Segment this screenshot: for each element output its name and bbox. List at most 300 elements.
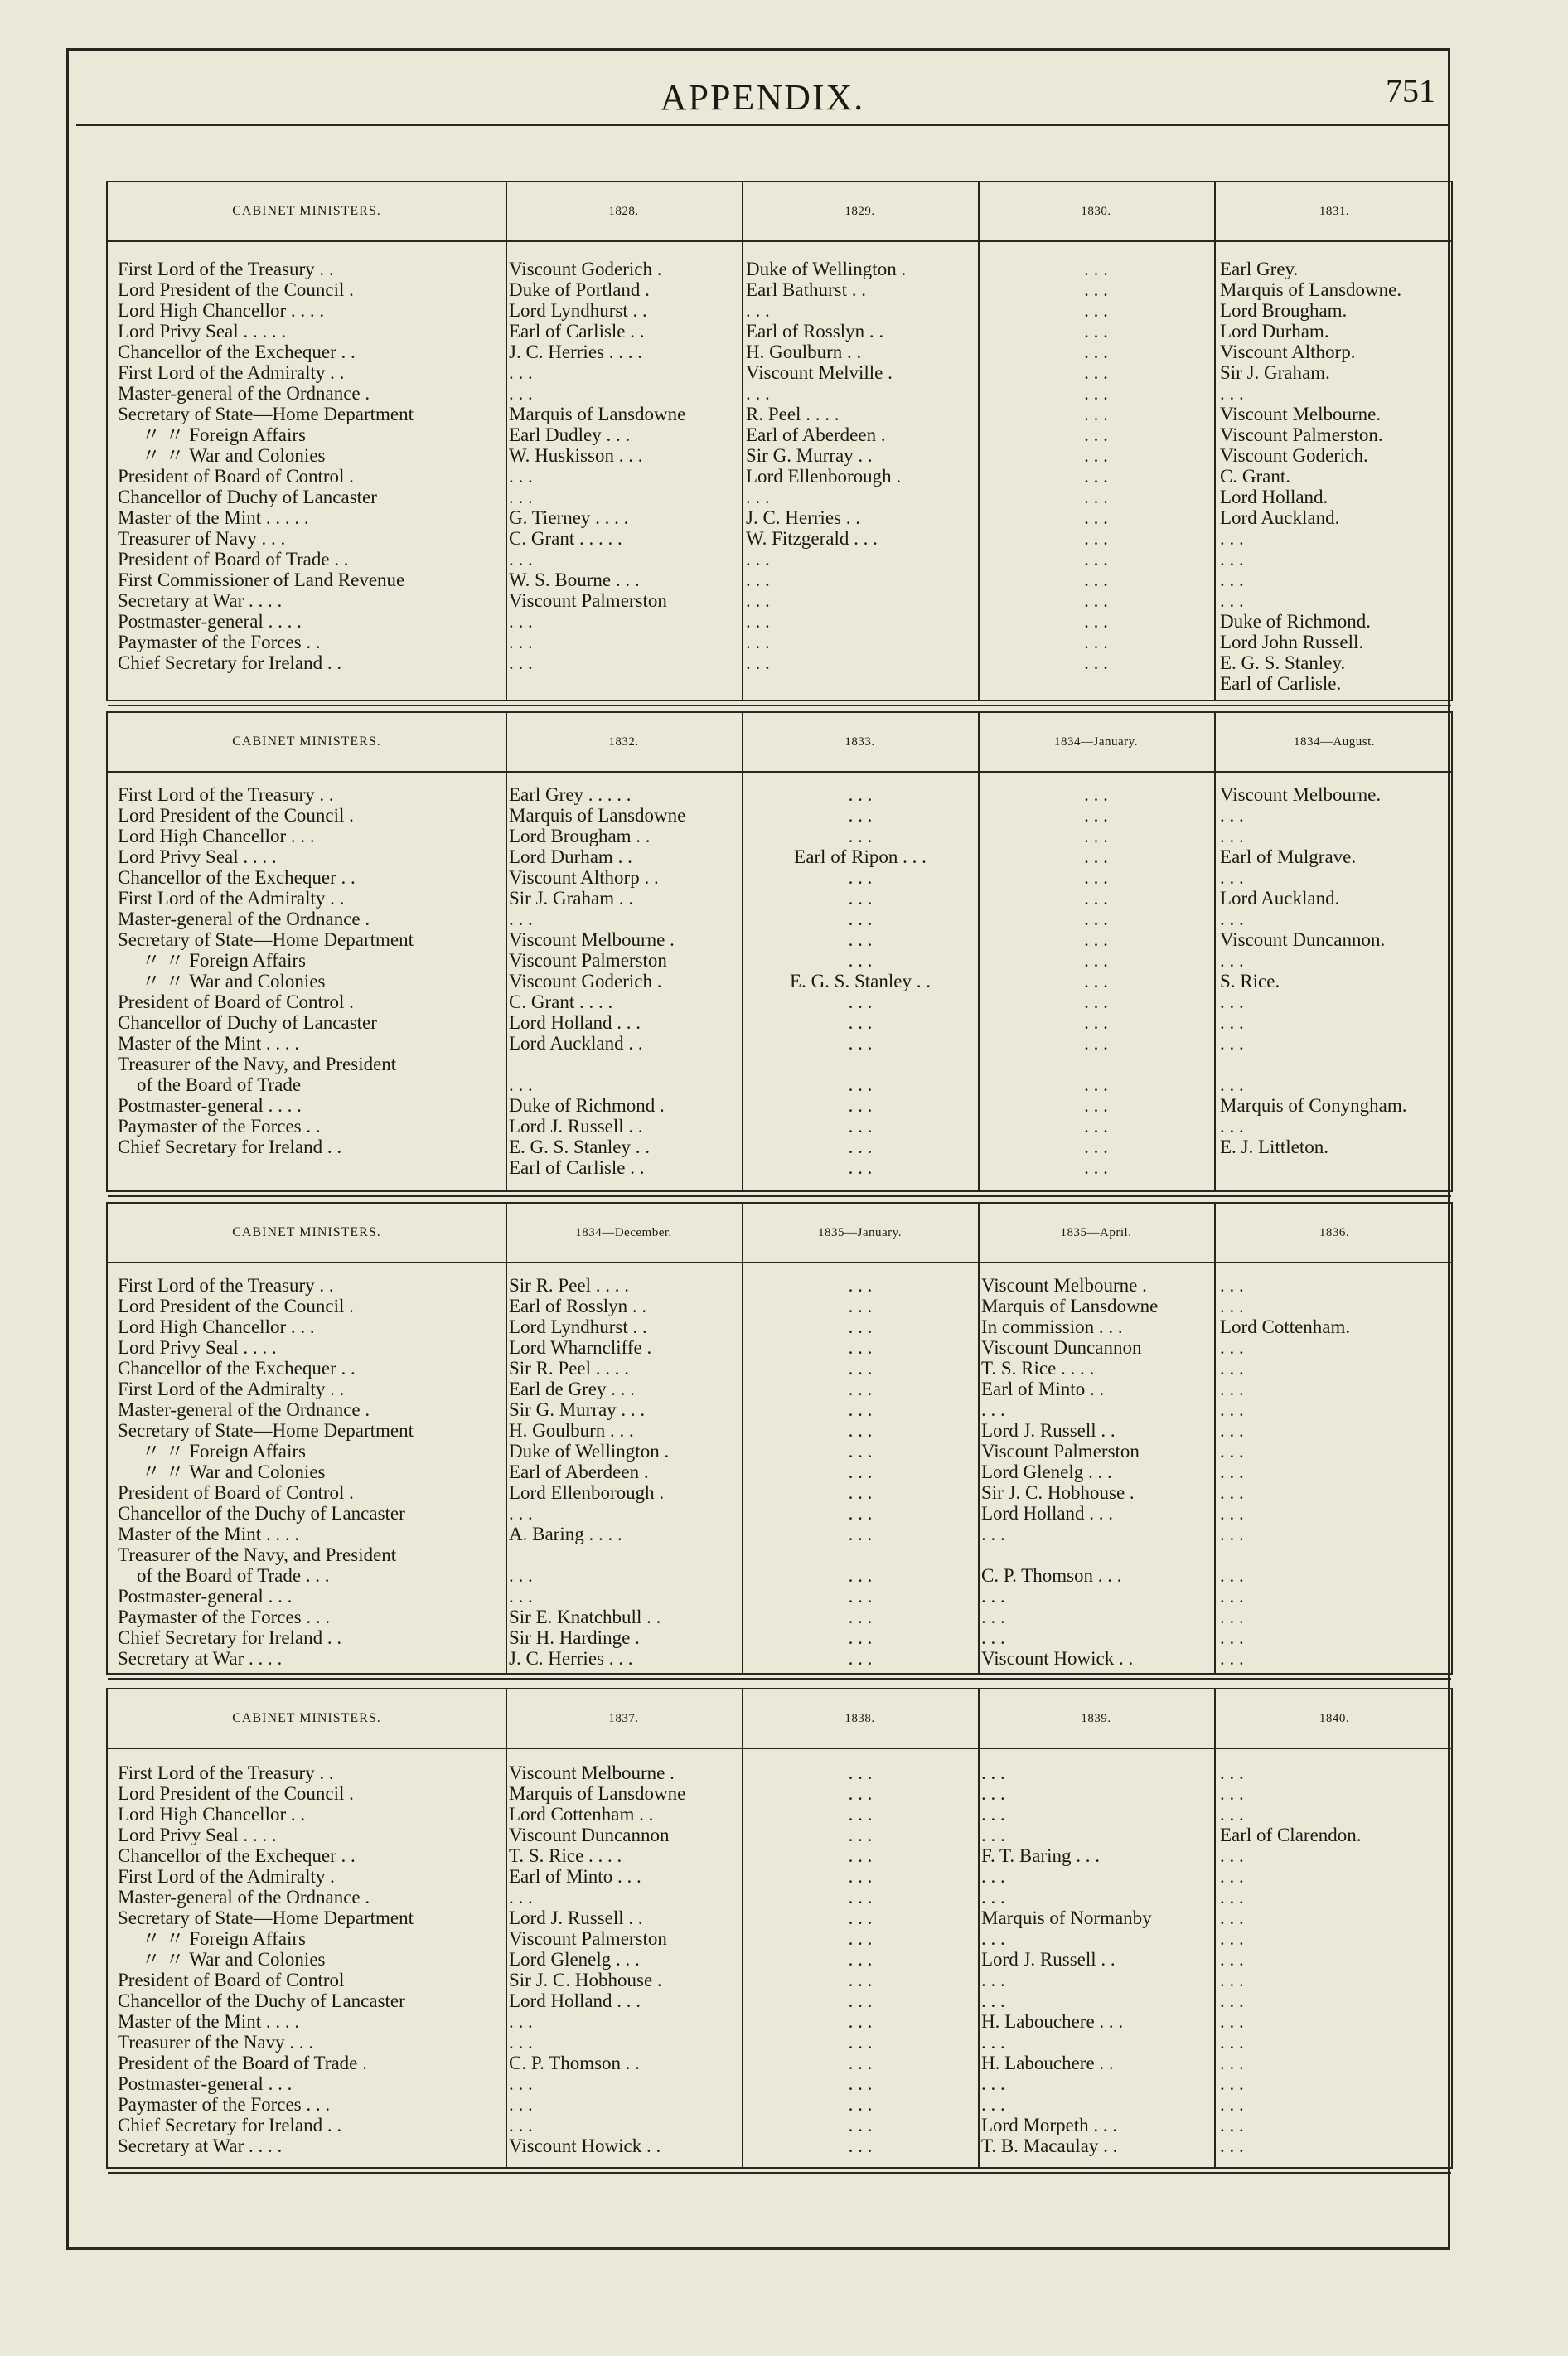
minister-entry: . . . bbox=[1220, 1804, 1244, 1825]
minister-entry: . . . bbox=[1220, 1012, 1244, 1033]
minister-entry: . . . bbox=[848, 1804, 873, 1825]
minister-entry: . . . bbox=[1084, 971, 1108, 991]
minister-entry: . . . bbox=[1220, 1928, 1244, 1949]
minister-entry: . . . bbox=[1084, 279, 1108, 300]
office-name: Chancellor of Duchy of Lancaster bbox=[118, 1012, 377, 1033]
year-column bbox=[744, 1762, 976, 2156]
minister-entry: . . . bbox=[848, 867, 873, 888]
minister-entry: . . . bbox=[1220, 1379, 1244, 1399]
minister-entry: Earl Grey . . . . . bbox=[509, 784, 632, 805]
table-header-row bbox=[108, 713, 1451, 773]
minister-entry: . . . bbox=[1220, 1990, 1244, 2011]
minister-entry: . . . bbox=[1220, 1275, 1244, 1296]
minister-entry: . . . bbox=[1220, 950, 1244, 971]
minister-entry: . . . bbox=[848, 1116, 873, 1137]
minister-entry: Earl of Mulgrave. bbox=[1220, 846, 1357, 867]
page-title: APPENDIX. bbox=[660, 77, 865, 118]
minister-entry: . . . bbox=[848, 2073, 873, 2094]
minister-entry: Earl of Rosslyn . . bbox=[509, 1296, 647, 1316]
minister-entry: . . . bbox=[1084, 888, 1108, 909]
minister-entry: Viscount Palmerston bbox=[981, 1441, 1140, 1462]
office-name: of the Board of Trade . . . bbox=[118, 1565, 330, 1586]
minister-entry: H. Labouchere . . bbox=[981, 2053, 1114, 2073]
minister-entry: . . . bbox=[509, 549, 533, 570]
minister-entry: . . . bbox=[509, 383, 533, 404]
office-name: President of Board of Control . bbox=[118, 991, 354, 1012]
office-name: Chancellor of the Duchy of Lancaster bbox=[118, 1503, 405, 1524]
minister-entry: Lord John Russell. bbox=[1220, 632, 1364, 652]
minister-entry: . . . bbox=[848, 888, 873, 909]
office-name: Paymaster of the Forces . . . bbox=[118, 1607, 331, 1627]
minister-entry: . . . bbox=[981, 1524, 1005, 1544]
minister-entry bbox=[744, 1054, 976, 1074]
minister-entry: . . . bbox=[981, 1887, 1005, 1908]
minister-entry: . . . bbox=[746, 632, 770, 652]
minister-entry: Marquis of Lansdowne bbox=[509, 1783, 686, 1804]
minister-entry: . . . bbox=[1220, 1033, 1244, 1054]
minister-entry: . . . bbox=[981, 1825, 1005, 1845]
office-name: Treasurer of the Navy . . . bbox=[118, 2032, 314, 2053]
office-name: Master-general of the Ordnance . bbox=[118, 909, 370, 929]
minister-entry: . . . bbox=[1220, 1524, 1244, 1544]
minister-entry: Lord Auckland . . bbox=[509, 1033, 643, 1054]
office-name: Master-general of the Ordnance . bbox=[118, 1399, 370, 1420]
minister-entry: . . . bbox=[848, 1586, 873, 1607]
minister-entry: . . . bbox=[746, 549, 770, 570]
minister-entry: . . . bbox=[1220, 1296, 1244, 1316]
minister-entry: . . . bbox=[1220, 1949, 1244, 1970]
minister-entry: . . . bbox=[1084, 570, 1108, 590]
minister-entry: F. T. Baring . . . bbox=[981, 1845, 1100, 1866]
office-name: Lord High Chancellor . . . bbox=[118, 826, 315, 846]
minister-entry: Earl de Grey . . . bbox=[509, 1379, 635, 1399]
minister-entry: Sir J. Graham . . bbox=[509, 888, 634, 909]
minister-entry: . . . bbox=[1220, 1565, 1244, 1586]
minister-entry: W. Fitzgerald . . . bbox=[746, 528, 878, 549]
minister-entry: . . . bbox=[1084, 846, 1108, 867]
minister-entry: E. G. S. Stanley. bbox=[1220, 652, 1346, 673]
year-column bbox=[509, 1762, 738, 2156]
office-name: Postmaster-general . . . bbox=[118, 1586, 293, 1607]
minister-entry: . . . bbox=[1084, 383, 1108, 404]
column-header-year: 1830. bbox=[1081, 204, 1111, 218]
office-name: Postmaster-general . . . bbox=[118, 2073, 293, 2094]
column-header-year: 1840. bbox=[1319, 1711, 1350, 1725]
minister-entry: Viscount Palmerston bbox=[509, 590, 667, 611]
minister-entry: Earl of Carlisle. bbox=[1220, 673, 1342, 694]
minister-entry: . . . bbox=[746, 611, 770, 632]
minister-entry: . . . bbox=[848, 2135, 873, 2156]
minister-entry: E. J. Littleton. bbox=[1220, 1137, 1328, 1157]
minister-entry: . . . bbox=[848, 2053, 873, 2073]
office-name: Lord President of the Council . bbox=[118, 805, 354, 826]
minister-entry: . . . bbox=[1220, 1783, 1244, 1804]
minister-entry: . . . bbox=[1220, 805, 1244, 826]
minister-entry: Lord Glenelg . . . bbox=[509, 1949, 640, 1970]
minister-entry: Lord Brougham . . bbox=[509, 826, 651, 846]
minister-entry: Earl Grey. bbox=[1220, 259, 1299, 279]
year-column bbox=[744, 784, 976, 1178]
minister-entry bbox=[744, 1544, 976, 1565]
minister-entry: Viscount Duncannon bbox=[509, 1825, 670, 1845]
column-header-year: 1835—January. bbox=[818, 1225, 902, 1239]
minister-entry: . . . bbox=[509, 1503, 533, 1524]
office-name: First Lord of the Treasury . . bbox=[118, 784, 334, 805]
year-column bbox=[981, 1275, 1212, 1669]
year-column bbox=[980, 259, 1212, 673]
minister-entry: W. Huskisson . . . bbox=[509, 445, 643, 466]
minister-entry: Viscount Palmerston bbox=[509, 1928, 667, 1949]
minister-entry: Viscount Goderich . bbox=[509, 259, 662, 279]
minister-entry: . . . bbox=[509, 2032, 533, 2053]
minister-entry: Viscount Melbourne. bbox=[1220, 784, 1382, 805]
minister-entry: Lord J. Russell . . bbox=[509, 1908, 643, 1928]
minister-entry: . . . bbox=[848, 826, 873, 846]
column-header-year: 1837. bbox=[608, 1711, 639, 1725]
minister-entry: Marquis of Lansdowne bbox=[509, 404, 686, 424]
minister-entry: . . . bbox=[1084, 652, 1108, 673]
minister-entry: . . . bbox=[1084, 1116, 1108, 1137]
minister-entry: . . . bbox=[848, 1908, 873, 1928]
minister-entry: Earl Bathurst . . bbox=[746, 279, 866, 300]
minister-entry: . . . bbox=[1084, 611, 1108, 632]
minister-entry: Viscount Palmerston bbox=[509, 950, 667, 971]
table-header-row bbox=[108, 1204, 1451, 1263]
office-name: Treasurer of Navy . . . bbox=[118, 528, 286, 549]
office-name: Chancellor of the Exchequer . . bbox=[118, 867, 356, 888]
office-name: First Lord of the Treasury . . bbox=[118, 259, 334, 279]
minister-entry: . . . bbox=[509, 632, 533, 652]
minister-entry: . . . bbox=[1220, 2011, 1244, 2032]
minister-entry: . . . bbox=[1220, 1762, 1244, 1783]
minister-entry: . . . bbox=[848, 1379, 873, 1399]
minister-entry: . . . bbox=[1084, 300, 1108, 321]
minister-entry: S. Rice. bbox=[1220, 971, 1280, 991]
minister-entry: . . . bbox=[848, 1137, 873, 1157]
office-name: Chancellor of the Exchequer . . bbox=[118, 1358, 356, 1379]
minister-entry: Lord Holland . . . bbox=[509, 1990, 641, 2011]
minister-entry: . . . bbox=[848, 1399, 873, 1420]
minister-entry: . . . bbox=[981, 1399, 1005, 1420]
minister-entry: . . . bbox=[1220, 909, 1244, 929]
minister-entry: . . . bbox=[848, 1887, 873, 1908]
minister-entry: J. C. Herries . . . bbox=[509, 1648, 633, 1669]
minister-entry: Viscount Melville . bbox=[746, 362, 893, 383]
minister-entry: . . . bbox=[848, 1012, 873, 1033]
minister-entry: J. C. Herries . . bbox=[746, 507, 860, 528]
minister-entry: Viscount Melbourne . bbox=[509, 929, 675, 950]
minister-entry: . . . bbox=[1220, 1648, 1244, 1669]
office-name: First Lord of the Treasury . . bbox=[118, 1762, 334, 1783]
minister-entry: C. P. Thomson . . . bbox=[981, 1565, 1122, 1586]
minister-entry: Lord Durham . . bbox=[509, 846, 632, 867]
office-name: Lord President of the Council . bbox=[118, 1296, 354, 1316]
office-name: Secretary of State—Home Department bbox=[118, 1420, 414, 1441]
office-name: Lord Privy Seal . . . . bbox=[118, 1337, 277, 1358]
page-number: 751 bbox=[1386, 72, 1435, 109]
minister-entry: . . . bbox=[746, 570, 770, 590]
minister-entry: . . . bbox=[981, 1607, 1005, 1627]
minister-entry: . . . bbox=[1220, 1627, 1244, 1648]
office-name: President of the Board of Trade . bbox=[118, 2053, 367, 2073]
office-name: Secretary at War . . . . bbox=[118, 590, 283, 611]
minister-entry: Lord Holland . . . bbox=[981, 1503, 1114, 1524]
minister-entry: . . . bbox=[848, 1358, 873, 1379]
minister-entry: Earl of Rosslyn . . bbox=[746, 321, 884, 342]
minister-entry: . . . bbox=[1220, 1420, 1244, 1441]
minister-entry: H. Labouchere . . . bbox=[981, 2011, 1124, 2032]
table-header-row bbox=[108, 1689, 1451, 1749]
minister-entry: Sir J. C. Hobhouse . bbox=[509, 1970, 662, 1990]
minister-entry: Viscount Melbourne . bbox=[981, 1275, 1147, 1296]
minister-entry: . . . bbox=[1220, 2135, 1244, 2156]
year-column bbox=[981, 1762, 1212, 2156]
office-name: 〃 〃 War and Colonies bbox=[118, 445, 326, 466]
office-name: Paymaster of the Forces . . bbox=[118, 632, 321, 652]
minister-entry: . . . bbox=[848, 1033, 873, 1054]
minister-entry: . . . bbox=[1084, 445, 1108, 466]
year-column bbox=[746, 259, 975, 673]
minister-entry: Marquis of Normanby bbox=[981, 1908, 1152, 1928]
office-name: Secretary at War . . . . bbox=[118, 2135, 283, 2156]
minister-entry: Lord J. Russell . . bbox=[509, 1116, 643, 1137]
minister-entry: . . . bbox=[1084, 1033, 1108, 1054]
minister-entry: . . . bbox=[1084, 507, 1108, 528]
office-name: First Lord of the Admiralty . . bbox=[118, 888, 345, 909]
minister-entry: Earl of Aberdeen . bbox=[746, 424, 886, 445]
minister-entry: . . . bbox=[848, 2011, 873, 2032]
minister-entry: C. Grant . . . . bbox=[509, 991, 613, 1012]
column-header-office: CABINET MINISTERS. bbox=[232, 1711, 381, 1725]
minister-entry: . . . bbox=[848, 1503, 873, 1524]
minister-entry: . . . bbox=[1220, 528, 1244, 549]
year-column bbox=[509, 1275, 738, 1669]
minister-entry: . . . bbox=[848, 1420, 873, 1441]
minister-entry: E. G. S. Stanley . . bbox=[509, 1137, 650, 1157]
minister-entry: Earl of Ripon . . . bbox=[794, 846, 927, 867]
minister-entry: . . . bbox=[981, 1586, 1005, 1607]
minister-entry: Viscount Althorp . . bbox=[509, 867, 659, 888]
office-name: Paymaster of the Forces . . bbox=[118, 1116, 321, 1137]
minister-entry: . . . bbox=[1084, 549, 1108, 570]
minister-entry: . . . bbox=[848, 1157, 873, 1178]
minister-entry: . . . bbox=[981, 2094, 1005, 2115]
office-name: Lord Privy Seal . . . . bbox=[118, 1825, 277, 1845]
minister-entry: Duke of Wellington . bbox=[509, 1441, 670, 1462]
minister-entry bbox=[509, 1544, 738, 1565]
minister-entry: . . . bbox=[509, 1565, 533, 1586]
office-column bbox=[118, 1275, 499, 1669]
minister-entry: Lord Wharncliffe . bbox=[509, 1337, 652, 1358]
office-name: 〃 〃 War and Colonies bbox=[118, 1462, 326, 1482]
minister-entry: . . . bbox=[848, 1762, 873, 1783]
minister-entry: Earl of Minto . . . bbox=[509, 1866, 641, 1887]
minister-entry: . . . bbox=[509, 1074, 533, 1095]
year-column bbox=[744, 1275, 976, 1669]
minister-entry: . . . bbox=[848, 2115, 873, 2135]
minister-entry: . . . bbox=[848, 1095, 873, 1116]
minister-entry: . . . bbox=[1220, 1503, 1244, 1524]
minister-entry: Lord Brougham. bbox=[1220, 300, 1348, 321]
minister-entry: Viscount Palmerston. bbox=[1220, 424, 1383, 445]
year-column bbox=[1220, 784, 1452, 1178]
minister-entry: . . . bbox=[1220, 1399, 1244, 1420]
column-header-office: CABINET MINISTERS. bbox=[232, 204, 381, 218]
minister-entry: . . . bbox=[509, 2073, 533, 2094]
minister-entry: Duke of Richmond . bbox=[509, 1095, 665, 1116]
minister-entry: Earl of Carlisle . . bbox=[509, 321, 645, 342]
minister-entry: Marquis of Conyngham. bbox=[1220, 1095, 1407, 1116]
office-name: 〃 〃 Foreign Affairs bbox=[118, 1928, 307, 1949]
minister-entry: C. Grant. bbox=[1220, 466, 1290, 487]
minister-entry: Lord Ellenborough . bbox=[746, 466, 902, 487]
minister-entry: Sir G. Murray . . . bbox=[509, 1399, 646, 1420]
minister-entry: . . . bbox=[848, 805, 873, 826]
minister-entry: . . . bbox=[1220, 1358, 1244, 1379]
minister-entry: Marquis of Lansdowne. bbox=[1220, 279, 1402, 300]
office-name: Chancellor of the Exchequer . . bbox=[118, 342, 356, 362]
minister-entry: . . . bbox=[1084, 321, 1108, 342]
minister-entry: . . . bbox=[1220, 991, 1244, 1012]
minister-entry: W. S. Bourne . . . bbox=[509, 570, 640, 590]
office-name: 〃 〃 Foreign Affairs bbox=[118, 424, 307, 445]
minister-entry: Lord Auckland. bbox=[1220, 507, 1340, 528]
minister-entry: . . . bbox=[848, 1441, 873, 1462]
office-name: 〃 〃 Foreign Affairs bbox=[118, 950, 307, 971]
office-name: Lord High Chancellor . . . bbox=[118, 1316, 315, 1337]
minister-entry: . . . bbox=[509, 362, 533, 383]
column-header-year: 1833. bbox=[844, 734, 875, 749]
minister-entry: . . . bbox=[848, 1990, 873, 2011]
minister-entry: Viscount Duncannon bbox=[981, 1337, 1142, 1358]
minister-entry: Sir E. Knatchbull . . bbox=[509, 1607, 661, 1627]
minister-entry: . . . bbox=[1220, 1586, 1244, 1607]
minister-entry: . . . bbox=[848, 1275, 873, 1296]
minister-entry: . . . bbox=[1220, 1887, 1244, 1908]
minister-entry: . . . bbox=[848, 991, 873, 1012]
office-name: President of Board of Control bbox=[118, 1970, 345, 1990]
column-header-year: 1834—August. bbox=[1293, 734, 1376, 749]
column-header-year: 1828. bbox=[608, 204, 639, 218]
minister-entry: . . . bbox=[848, 1970, 873, 1990]
year-column bbox=[1220, 1275, 1452, 1669]
minister-entry: . . . bbox=[1220, 570, 1244, 590]
office-name: Master-general of the Ordnance . bbox=[118, 383, 370, 404]
minister-entry: . . . bbox=[1084, 342, 1108, 362]
minister-entry: Sir G. Murray . . bbox=[746, 445, 873, 466]
office-name: 〃 〃 War and Colonies bbox=[118, 1949, 326, 1970]
column-header-year: 1839. bbox=[1081, 1711, 1111, 1725]
minister-entry: . . . bbox=[848, 1866, 873, 1887]
minister-entry: . . . bbox=[1220, 1337, 1244, 1358]
minister-entry: . . . bbox=[509, 909, 533, 929]
minister-entry: . . . bbox=[1220, 1116, 1244, 1137]
minister-entry: G. Tierney . . . . bbox=[509, 507, 629, 528]
minister-entry: Earl of Clarendon. bbox=[1220, 1825, 1362, 1845]
office-name: Lord High Chancellor . . bbox=[118, 1804, 306, 1825]
minister-entry: . . . bbox=[848, 2032, 873, 2053]
minister-entry: . . . bbox=[1084, 362, 1108, 383]
office-name: Paymaster of the Forces . . . bbox=[118, 2094, 331, 2115]
minister-entry: T. S. Rice . . . . bbox=[509, 1845, 622, 1866]
minister-entry: Lord Ellenborough . bbox=[509, 1482, 665, 1503]
minister-entry: . . . bbox=[848, 784, 873, 805]
minister-entry: . . . bbox=[848, 1607, 873, 1627]
minister-entry: . . . bbox=[1220, 1482, 1244, 1503]
minister-entry: . . . bbox=[1220, 1866, 1244, 1887]
minister-entry: . . . bbox=[981, 2032, 1005, 2053]
minister-entry: . . . bbox=[1220, 1970, 1244, 1990]
minister-entry: Marquis of Lansdowne bbox=[509, 805, 686, 826]
office-column bbox=[118, 1762, 499, 2156]
minister-entry: . . . bbox=[981, 1627, 1005, 1648]
office-name: Treasurer of the Navy, and President bbox=[118, 1544, 397, 1565]
minister-entry: Marquis of Lansdowne bbox=[981, 1296, 1159, 1316]
minister-entry: In commission . . . bbox=[981, 1316, 1123, 1337]
minister-entry: . . . bbox=[509, 487, 533, 507]
minister-entry: Lord Lyndhurst . . bbox=[509, 1316, 647, 1337]
ministers-table-1834-1836 bbox=[106, 1202, 1453, 1675]
minister-entry: . . . bbox=[1220, 383, 1244, 404]
office-name: Master of the Mint . . . . bbox=[118, 2011, 300, 2032]
minister-entry: . . . bbox=[746, 590, 770, 611]
minister-entry: Duke of Wellington . bbox=[746, 259, 907, 279]
minister-entry: . . . bbox=[1220, 2032, 1244, 2053]
minister-entry: . . . bbox=[981, 1804, 1005, 1825]
minister-entry: . . . bbox=[1084, 867, 1108, 888]
year-column bbox=[509, 259, 738, 673]
minister-entry: . . . bbox=[981, 1783, 1005, 1804]
minister-entry: . . . bbox=[1220, 1845, 1244, 1866]
minister-entry: . . . bbox=[746, 652, 770, 673]
minister-entry: . . . bbox=[981, 1928, 1005, 1949]
minister-entry: . . . bbox=[1084, 1012, 1108, 1033]
year-column bbox=[1220, 259, 1452, 694]
minister-entry: . . . bbox=[1084, 909, 1108, 929]
minister-entry: Lord Cottenham. bbox=[1220, 1316, 1351, 1337]
office-name: Secretary of State—Home Department bbox=[118, 404, 414, 424]
minister-entry: T. S. Rice . . . . bbox=[981, 1358, 1095, 1379]
minister-entry: Lord Lyndhurst . . bbox=[509, 300, 647, 321]
minister-entry: . . . bbox=[509, 652, 533, 673]
minister-entry: . . . bbox=[509, 2094, 533, 2115]
minister-entry: . . . bbox=[1084, 1095, 1108, 1116]
minister-entry: . . . bbox=[1220, 867, 1244, 888]
minister-entry: . . . bbox=[509, 2115, 533, 2135]
office-name: President of Board of Trade . . bbox=[118, 549, 349, 570]
minister-entry: Lord Auckland. bbox=[1220, 888, 1340, 909]
minister-entry: R. Peel . . . . bbox=[746, 404, 840, 424]
minister-entry: Lord Morpeth . . . bbox=[981, 2115, 1118, 2135]
minister-entry: . . . bbox=[981, 1990, 1005, 2011]
office-name: Postmaster-general . . . . bbox=[118, 1095, 302, 1116]
minister-entry: Earl Dudley . . . bbox=[509, 424, 631, 445]
minister-entry: H. Goulburn . . bbox=[746, 342, 862, 362]
ministers-table-1828-1831 bbox=[106, 181, 1453, 701]
office-column bbox=[118, 784, 499, 1157]
office-name: Postmaster-general . . . . bbox=[118, 611, 302, 632]
minister-entry: . . . bbox=[1220, 549, 1244, 570]
minister-entry: . . . bbox=[981, 1866, 1005, 1887]
office-name: President of Board of Control . bbox=[118, 466, 354, 487]
minister-entry: . . . bbox=[981, 1762, 1005, 1783]
column-header-year: 1831. bbox=[1319, 204, 1350, 218]
minister-entry: Lord J. Russell . . bbox=[981, 1420, 1116, 1441]
minister-entry: . . . bbox=[1084, 991, 1108, 1012]
minister-entry: Sir H. Hardinge . bbox=[509, 1627, 640, 1648]
office-name: Chief Secretary for Ireland . . bbox=[118, 1137, 342, 1157]
column-header-year: 1834—January. bbox=[1054, 734, 1138, 749]
